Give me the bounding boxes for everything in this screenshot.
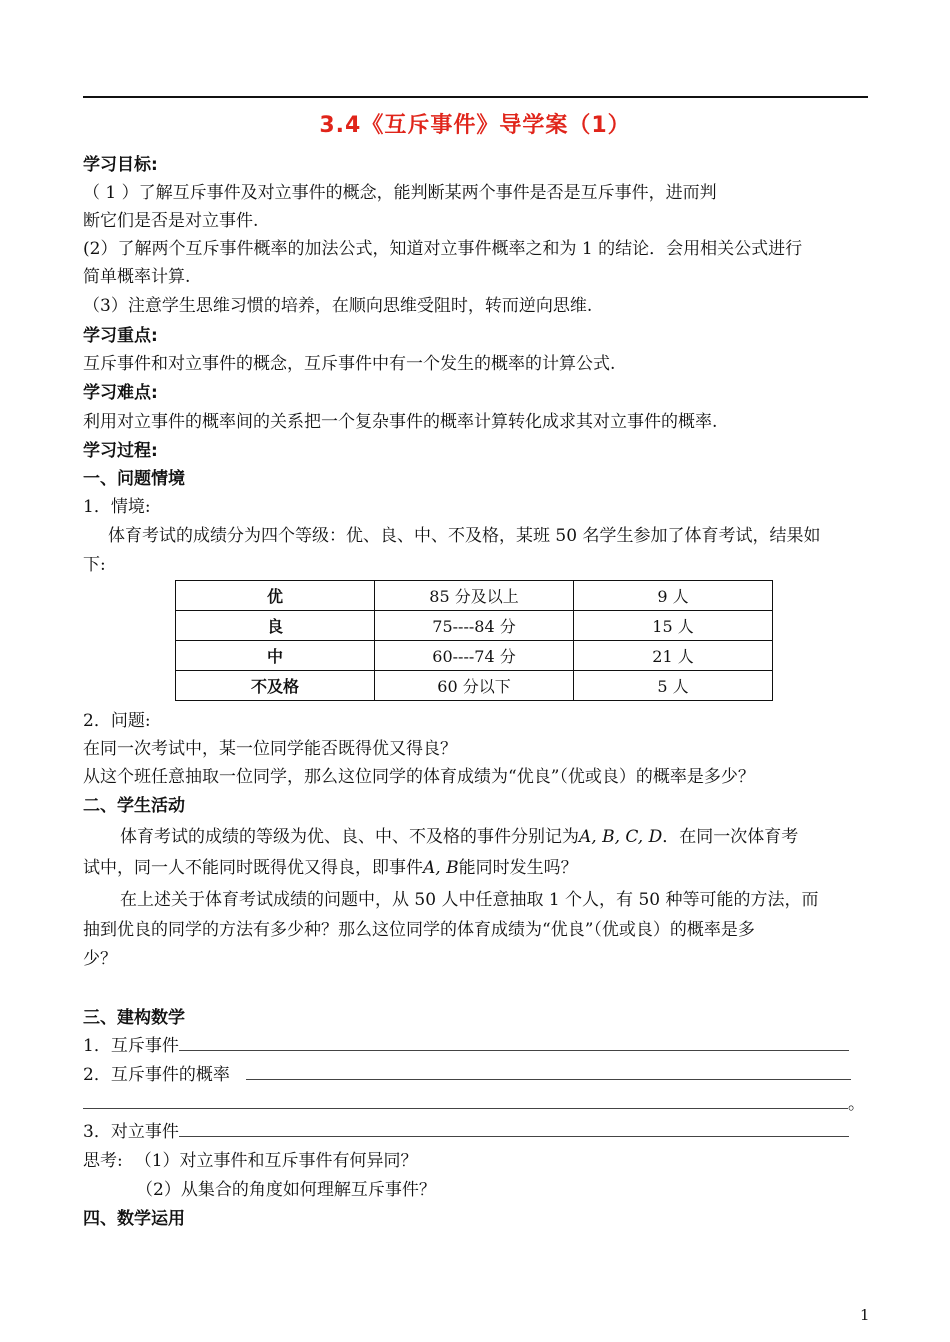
- situation-text-b: 下:: [83, 555, 106, 575]
- grades-table: [175, 580, 773, 701]
- keypoints-heading: 学习重点:: [83, 326, 158, 346]
- objective-1a: （ 1 ）了解互斥事件及对立事件的概念，能判断某两个事件是否是互斥事件，进而判: [83, 183, 717, 203]
- activity-p1-text-b: ．在同一次体育考: [662, 827, 799, 847]
- grade-cell: 不及格: [176, 671, 375, 701]
- objective-2a: (2）了解两个互斥事件概率的加法公式，知道对立事件概率之和为 1 的结论．会用相关公式进行: [83, 239, 803, 259]
- grade-cell: 中: [176, 641, 375, 671]
- page-number: 1: [860, 1306, 870, 1324]
- table-row: [176, 671, 773, 701]
- answer-blank-2b[interactable]: [83, 1094, 848, 1109]
- think-question-2: （2）从集合的角度如何理解互斥事件？: [136, 1180, 436, 1200]
- count-cell: 15 人: [574, 611, 773, 641]
- activity-p2-c: 少？: [83, 949, 117, 969]
- difficulties-text: 利用对立事件的概率间的关系把一个复杂事件的概率计算转化成求其对立事件的概率.: [83, 412, 718, 432]
- objective-1b: 断它们是否是对立事件.: [83, 211, 259, 231]
- activity-p1-text-c2: 能同时发生吗？: [458, 858, 578, 878]
- events-abcd: A, B, C, D: [579, 827, 663, 847]
- count-cell: 21 人: [574, 641, 773, 671]
- question-2: 从这个班任意抽取一位同学，那么这位同学的体育成绩为“优良”（优或良）的概率是多少？: [83, 767, 755, 787]
- question-label: 2．问题:: [83, 711, 151, 731]
- situation-text-a: 体育考试的成绩分为四个等级：优、良、中、不及格，某班 50 名学生参加了体育考试，结果如: [108, 526, 821, 546]
- think-question-1: （1）对立事件和互斥事件有何异同？: [134, 1151, 418, 1171]
- table-row: [176, 641, 773, 671]
- page-title: 3.4《互斥事件》导学案（1）: [319, 113, 631, 138]
- construct-item-1: [83, 1031, 849, 1056]
- process-heading: 学习过程:: [83, 441, 158, 461]
- count-cell: 9 人: [574, 581, 773, 611]
- question-1: 在同一次考试中，某一位同学能否既得优又得良？: [83, 739, 457, 759]
- situation-label: 1．情境:: [83, 497, 151, 517]
- section-1-heading: 一、问题情境: [83, 469, 185, 489]
- count-cell: 5 人: [574, 671, 773, 701]
- activity-p1-text-c1: 试中，同一人不能同时既得优又得良，即事件: [83, 858, 423, 878]
- think-line-1: [83, 1146, 418, 1171]
- answer-blank-1[interactable]: [179, 1036, 849, 1051]
- objective-3: （3）注意学生思维习惯的培养，在顺向思维受阻时，转而逆向思维.: [83, 296, 593, 316]
- table-row: [176, 611, 773, 641]
- activity-p2-a: 在上述关于体育考试成绩的问题中，从 50 人中任意抽取 1 个人，有 50 种等可能的方法，而: [120, 890, 819, 910]
- difficulties-heading: 学习难点:: [83, 383, 158, 403]
- activity-p2-b: 抽到优良的同学的方法有多少种？那么这位同学的体育成绩为“优良”（优或良）的概率是多: [83, 920, 755, 940]
- table-row: [176, 581, 773, 611]
- think-label: 思考:: [83, 1151, 123, 1171]
- activity-p1-text-a: 体育考试的成绩的等级为优、良、中、不及格的事件分别记为: [120, 827, 579, 847]
- range-cell: 85 分及以上: [375, 581, 574, 611]
- keypoints-text: 互斥事件和对立事件的概念，互斥事件中有一个发生的概率的计算公式.: [83, 354, 616, 374]
- construct-item-2-label: 2．互斥事件的概率: [83, 1065, 230, 1085]
- header-rule: [83, 96, 868, 98]
- section-3-heading: 三、建构数学: [83, 1008, 185, 1028]
- construct-item-1-label: 1．互斥事件: [83, 1036, 179, 1056]
- objectives-heading: 学习目标:: [83, 155, 158, 175]
- answer-blank-2[interactable]: [246, 1065, 851, 1080]
- range-cell: 60 分以下: [375, 671, 574, 701]
- activity-p1-line1: [120, 822, 798, 847]
- grade-cell: 优: [176, 581, 375, 611]
- construct-item-2-continued: [83, 1089, 865, 1114]
- grade-cell: 良: [176, 611, 375, 641]
- objective-2b: 简单概率计算.: [83, 267, 191, 287]
- section-2-heading: 二、学生活动: [83, 796, 185, 816]
- end-mark: 。: [848, 1094, 865, 1114]
- answer-blank-3[interactable]: [179, 1122, 849, 1137]
- construct-item-3-label: 3．对立事件: [83, 1122, 179, 1142]
- range-cell: 60----74 分: [375, 641, 574, 671]
- section-4-heading: 四、数学运用: [83, 1209, 185, 1229]
- activity-p1-line2: [83, 853, 578, 878]
- construct-item-2: [83, 1060, 851, 1085]
- events-ab: A, B: [423, 858, 459, 878]
- construct-item-3: [83, 1117, 849, 1142]
- range-cell: 75----84 分: [375, 611, 574, 641]
